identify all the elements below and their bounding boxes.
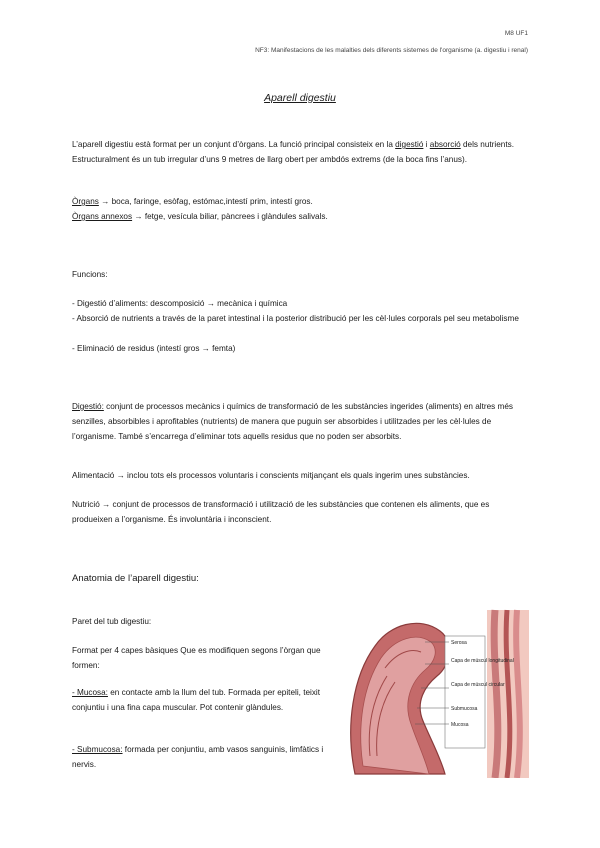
annexos-line: Òrgans annexos → fetge, vesícula biliar, pàncrees i glàndules salivals. (72, 212, 328, 221)
submucosa-paragraph: - Submucosa: formada per conjuntiu, amb vasos sanguinis, limfàtics i nervis. (72, 745, 324, 769)
digestio-term: digestió (395, 140, 424, 149)
label-circular: Capa de múscul circular (451, 682, 505, 688)
funcio-item: - Digestió d’aliments: descomposició → mecànica i química (72, 299, 288, 308)
submucosa-label: - Submucosa: (72, 745, 123, 754)
organs-label: Òrgans (72, 197, 99, 206)
label-longitudinal: Capa de múscul longitudinal (451, 658, 514, 664)
header-subtitle: NF3: Manifestacions de les malalties dels diferents sistemes de l'organisme (a. digestiu i renal) (255, 47, 528, 54)
digestio-label: Digestió: (72, 402, 104, 411)
mucosa-label: - Mucosa: (72, 688, 108, 697)
funcions-heading: Funcions: (72, 270, 108, 279)
page-title: Aparell digestiu (264, 92, 336, 104)
anatomia-heading: Anatomia de l’aparell digestiu: (72, 573, 199, 584)
funcio-item: - Eliminació de residus (intestí gros → femta) (72, 344, 236, 353)
label-mucosa: Mucosa (451, 722, 469, 728)
header-code: M8 UF1 (504, 30, 528, 37)
label-submucosa: Submucosa (451, 706, 478, 712)
organs-line: Òrgans → boca, faringe, esòfag, estómac,intestí prim, intestí gros. (72, 197, 313, 206)
label-box (445, 636, 485, 748)
paret-heading: Paret del tub digestiu: (72, 617, 152, 626)
digestio-definition: Digestió: conjunt de processos mecànics i químics de transformació de les substàncies ingerides (aliments) en altres més senzilles, absorbibles i aprofitables (nutrients) de manera que puguin ser absorbides i utilitzades per les cèl·lules de l’organisme. També s’encarrega d’eliminar tots aquells residus que no poden ser absorbits. (72, 402, 513, 441)
intro-paragraph: L’aparell digestiu està format per un conjunt d’òrgans. La funció principal consisteix en la digestió i absorció dels nutrients. Estructuralment és un tub irregular d’uns 9 metres de llarg obert per ambdós extrems (de la boca fins l’anus). (72, 140, 514, 164)
mucosa-layer (516, 610, 520, 778)
funcio-item: - Absorció de nutrients a través de la paret intestinal i la posterior distribució per les cèl·lules corporals pel seu metabolisme (72, 314, 519, 323)
absorcio-term: absorció (429, 140, 461, 149)
alimentacio-definition: Alimentació → inclou tots els processos voluntaris i conscients mitjançant els quals ingerim unes substàncies. (72, 471, 470, 480)
mucosa-paragraph: - Mucosa: en contacte amb la llum del tub. Formada per epiteli, teixit conjuntiu i una fina capa muscular. Pot contenir glàndules. (72, 688, 321, 712)
muscle-layer (494, 610, 498, 778)
annexos-label: Òrgans annexos (72, 212, 133, 221)
nutricio-definition: Nutrició → conjunt de processos de transformació i utilització de les substàncies que contenen els aliments, que es produeixen a l’organisme. És involuntària i inconscient. (72, 500, 490, 524)
label-serosa: Serosa (451, 640, 467, 646)
paret-intro: Format per 4 capes bàsiques Que es modifiquen segons l’òrgan que formen: (72, 646, 321, 670)
intestine-wall-illustration (345, 606, 531, 778)
